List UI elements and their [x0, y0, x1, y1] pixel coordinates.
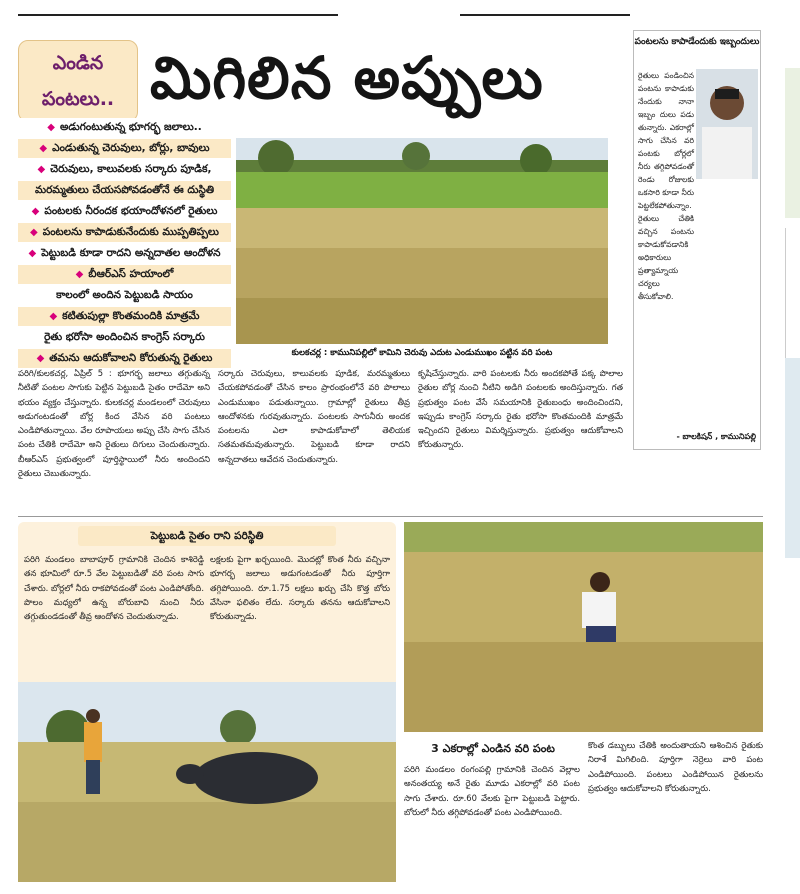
top-rule: [18, 14, 338, 16]
kicker-line-2: పంటలు..: [41, 88, 115, 110]
main-photo-dry-paddy-field: [236, 138, 608, 344]
bullet-item: ◆ బీఆర్ఎస్ హయాంలో: [18, 265, 231, 284]
bullet-item: ◆ పెట్టుబడి కూడా రాదని అన్నదాతల ఆందోళన: [18, 244, 231, 263]
photo-farmer-with-buffalo: [18, 682, 396, 882]
bullet-item: ◆ ఎండుతున్న చెరువులు, బోర్లు, బావులు: [18, 139, 231, 158]
diamond-icon: ◆: [39, 143, 48, 154]
kicker-line-1: ఎండిన: [52, 52, 104, 74]
side-box: [633, 30, 761, 450]
diamond-icon: ◆: [31, 206, 40, 217]
story-box-investment-col-2: లక్షలకు పైగా ఖర్చయింది. మొదట్లో కొంత నీరు వచ్చినా భూగర్భ జలాలు అడుగంటడంతో నీరు పూర్తిగా తగ్గిపోయింది. రూ.1.75 లక్షలు ఖర్చు చేసి కొత్త బోరు వేసినా ఫలితం లేదు. సర్కారు తనను ఆదుకోవాలని కోరుతున్నాడు.: [210, 554, 390, 622]
section-divider: [18, 516, 763, 517]
adjacent-article-edge: [785, 0, 800, 894]
bullet-item: రైతు భరోసా అందించిన కాంగ్రెస్ సర్కారు: [18, 328, 231, 347]
diamond-icon: ◆: [47, 122, 55, 133]
story-box-investment-title: పెట్టుబడి సైతం రాని పరిస్థితి: [78, 526, 336, 546]
diamond-icon: ◆: [28, 248, 37, 259]
bullet-item: ◆ అడుగంటుతున్న భూగర్భ జలాలు..: [18, 118, 231, 137]
article-column-1: పరిగి/కులకచర్ల, ఏప్రిల్ 5 : భూగర్భ జలాలు తగ్గుతున్న నీటితో పంటల సాగుకు పెట్టిన పెట్టుబడి సైతం రాదేమో అని భయం వ్యక్తం చేస్తున్నారు. కులకచర్ల మండలంలో చెరువులు అడుగంటడంతో బోర్ల కింద వేసిన వరి పంటలు ఎండిపోతున్నాయి. వేల రూపాయలు అప్పు చేసి సాగు చేసిన పంట చేతికి రాదేమో అని రైతులు దిగులు చెందుతున్నారు. బీఆర్ఎస్ ప్రభుత్వంలో పూర్తిస్థాయిలో నీరు అందిందని రైతులు చెబుతున్నారు.: [18, 368, 210, 479]
main-photo-caption: కులకచర్ల : కామునిపల్లిలో కామిని చెరువు ఎదుట ఎండుముఖం పట్టిన వరి పంట: [236, 346, 608, 360]
bullet-list: [18, 118, 231, 370]
kicker-badge: [18, 40, 138, 122]
diamond-icon: ◆: [30, 227, 38, 238]
diamond-icon: ◆: [37, 164, 46, 175]
top-rule-right: [460, 14, 630, 16]
bullet-item: కాలంలో అందిన పెట్టుబడి సాయం: [18, 286, 231, 305]
story-box-three-acres-col-2: కొంత డబ్బులు చేతికి అందుతాయని ఆశించిన రైతుకు నిరాశే మిగిలింది. పూర్తిగా నెర్రెలు వారి పంట ఎండిపోయింది. పంటలు ఎండిపోయిన రైతులను ప్రభుత్వం ఆదుకోవాలని కోరుతున్నారు.: [588, 740, 763, 793]
article-column-2: సర్కారు చెరువులు, కాలువలకు పూడిక, మరమ్మతులు చేయకపోవడంతో చేసిన కాలం ప్రారంభంలోనే వరి పొలాలు ఎండుముఖం పడుతున్నాయి. గ్రామాల్లో రైతులు తీవ్ర ఆందోళనకు గురవుతున్నారు. పంటలకు సాగునీరు అందక పంటలను ఎలా కాపాడుకోవాలో తెలియక సతమతమవుతున్నారు. పెట్టుబడి కూడా రాదని అన్నదాతలు ఆవేదన చెందుతున్నారు.: [218, 368, 410, 464]
story-box-three-acres-col-1: పరిగి మండలం రంగంపల్లి గ్రామానికి చెందిన వెల్లాల అనంతయ్య అనే రైతు మూడు ఎకరాల్లో వరి పంట సాగు చేశారు. రూ.60 వేలకు పైగా పెట్టుబడి పెట్టారు. బోరులో నీరు తగ్గిపోవడంతో పంట ఎండిపోయింది.: [404, 764, 580, 817]
side-box-title: పంటలను కాపాడేందుకు ఇబ్బందులు: [634, 37, 760, 47]
side-box-credit: - బాలకిషన్ , కామునిపల్లి: [676, 432, 756, 441]
article-column-3: కృషిచేస్తున్నారు. వారి పంటలకు నీరు అందకపోతే పక్క పొలాల రైతుల బోర్ల నుంచి నీటిని అడిగి పంటలకు అందిస్తున్నారు. గత ప్రభుత్వం పంట వేసే సమయానికి రైతుబంధు అందించిందని, ఇప్పుడు కాంగ్రెస్ సర్కారు రైతు భరోసా కొంతమందికి మాత్రమే ఇచ్చిందని రైతులు విమర్శిస్తున్నారు. ప్రభుత్వం ఆదుకోవాలని కోరుతున్నారు.: [418, 368, 623, 450]
bullet-item: మరమ్మతులు చేయసపోవడంతోనే ఈ దుస్థితి: [18, 181, 231, 200]
headline: మిగిలిన అప్పులు: [150, 44, 544, 112]
bullet-item: ◆ పంటలను కాపాడుకునేందుకు ముప్పతిప్పలు: [18, 223, 231, 242]
diamond-icon: ◆: [49, 311, 58, 322]
story-box-three-acres: [404, 522, 763, 882]
bullet-item: ◆ పంటలకు నీరందక భయాందోళనలో రైతులు: [18, 202, 231, 221]
diamond-icon: ◆: [36, 353, 45, 364]
photo-farmer-in-dry-field: [404, 522, 763, 732]
story-box-three-acres-title: 3 ఎకరాల్లో ఎండిన వరి పంట: [431, 742, 555, 755]
story-box-investment-col-1: పరిగి మండలం బాబాపూర్ గ్రామానికి చెందిన కాశిరెడ్డి తన భూమిలో రూ.5 వేల పెట్టుబడితో వరి పంట సాగు చేశారు. బోర్లలో నీరు రాకపోవడంతో పంట ఎండిపోతోంది. పొలం మధ్యలో ఉన్న బోరుబావి నుంచి నీరు తగ్గుతుండడంతో తీవ్ర ఆందోళన చెందుతున్నాడు.: [24, 554, 204, 622]
side-box-text: రైతులు పండించిన పంటను కాపాడుకు నేందుకు నానా ఇబ్బం దులు పడు తున్నారు. ఎకరాల్లో సాగు చేసిన వరి పంటకు బోర్లలో నీరు తగ్గిపోవడంతో రెండు రోజులకు ఒకసారి కూడా నీరు పెట్టలేకపోతున్నాం. రైతులు చేతికి వచ్చిన పంటను కాపాడుకోవడానికి అధికారులు ప్రత్యామ్నాయ చర్యలు తీసుకోవాలి.: [638, 71, 694, 301]
bullet-item: ◆ తమను ఆదుకోవాలని కోరుతున్న రైతులు: [18, 349, 231, 368]
farmer-portrait-photo: [696, 69, 758, 179]
bullet-item: ◆ చెరువులు, కాలువలకు సర్కారు పూడిక,: [18, 160, 231, 179]
story-box-investment: [18, 522, 396, 882]
diamond-icon: ◆: [75, 269, 84, 280]
bullet-item: ◆ కటితుపుల్లా కొంతమందికి మాత్రమే: [18, 307, 231, 326]
